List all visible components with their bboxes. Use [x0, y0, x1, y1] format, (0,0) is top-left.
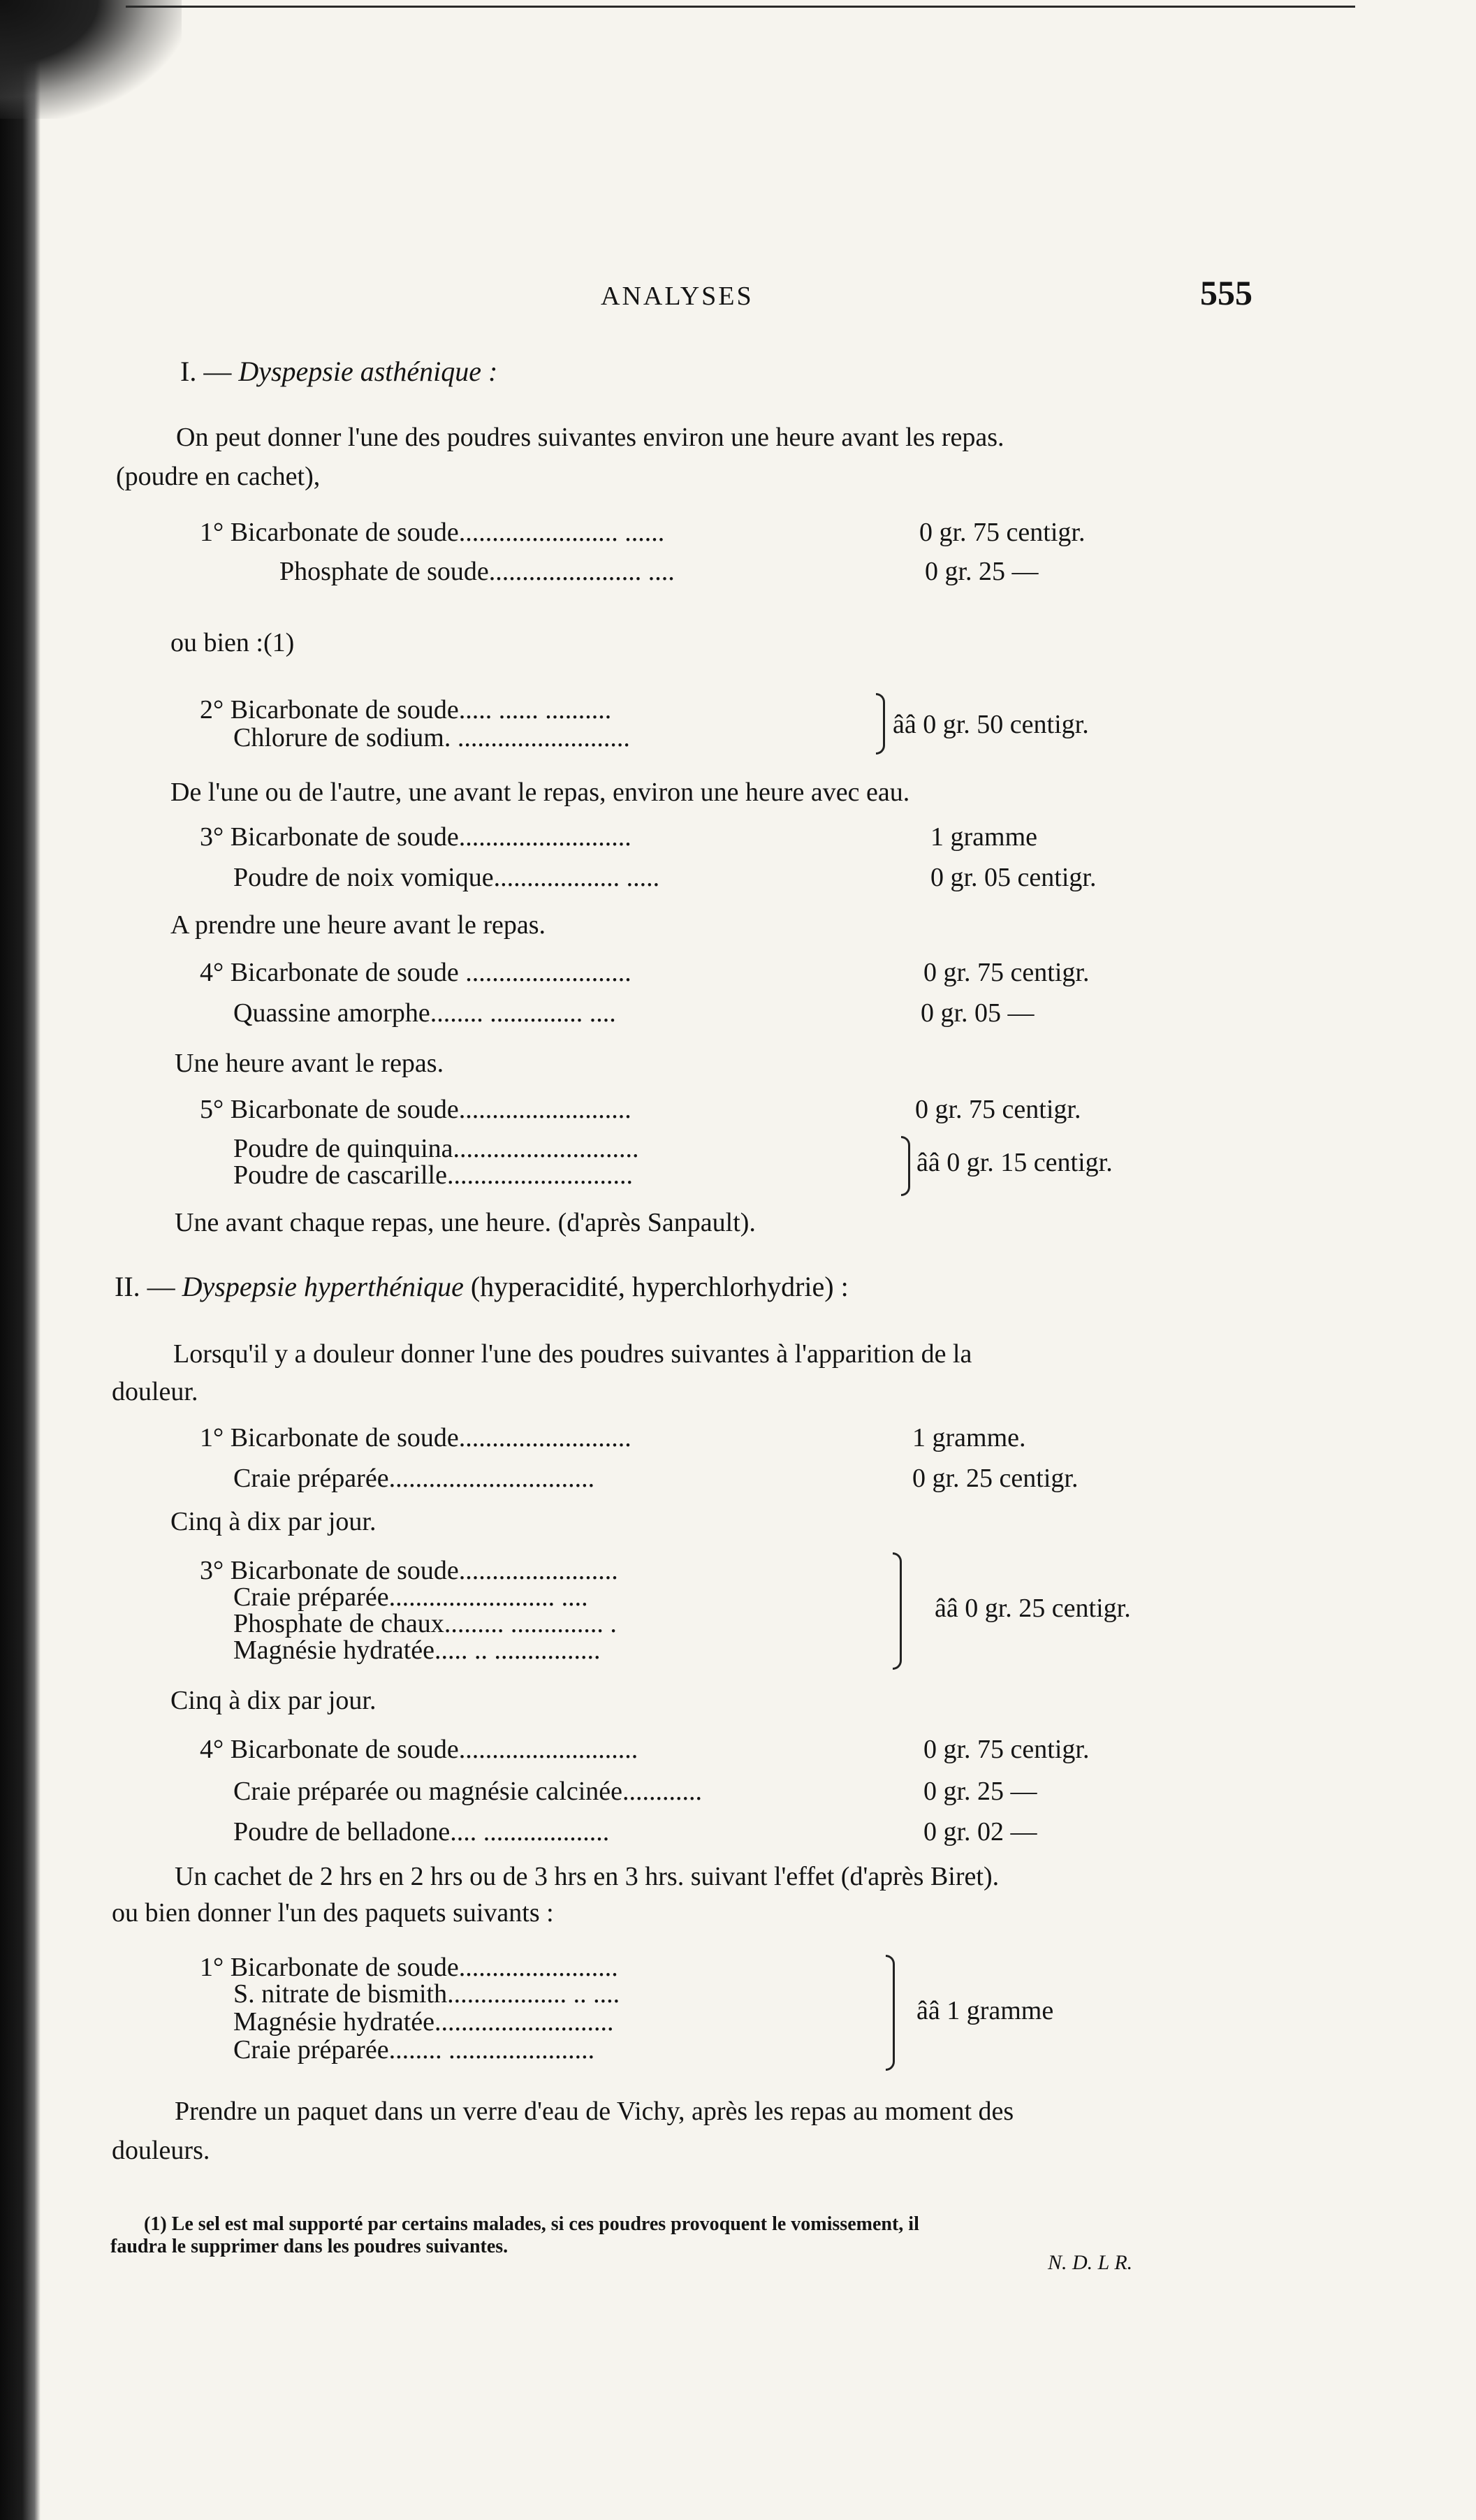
ingredient-label: Poudre de quinquina	[233, 1134, 453, 1163]
leader-dots: ......... .............. .	[444, 1609, 617, 1638]
leader-dots: ..........................	[458, 822, 631, 852]
leader-dots: ........ .............. ....	[430, 998, 616, 1028]
s1-f1-dose-2: 0 gr. 25 —	[925, 557, 1039, 586]
leader-dots: ....................... ....	[488, 557, 675, 586]
s1-f5-note: Une avant chaque repas, une heure. (d'après Sanpault).	[175, 1208, 756, 1237]
leader-dots: ........................	[458, 1556, 618, 1585]
footnote-line-1: (1) Le sel est mal supporté par certains malades, si ces poudres provoquent le vomissement, il	[144, 2213, 919, 2235]
brace	[876, 693, 885, 755]
leader-dots: ......................... ....	[388, 1582, 588, 1612]
s1-f4-note: Une heure avant le repas.	[175, 1049, 444, 1078]
leader-dots: .... ...................	[450, 1817, 610, 1847]
s1-f3-dose-1: 1 gramme	[930, 822, 1038, 852]
ingredient-label: 1° Bicarbonate de soude	[200, 1423, 459, 1452]
s2-f4-row-2	[233, 1776, 702, 1807]
leader-dots: ........ ......................	[388, 2035, 595, 2064]
s1-f4-row-1	[200, 957, 631, 988]
leader-dots: ........................ ......	[458, 518, 665, 547]
ingredient-label: Phosphate de soude	[279, 557, 489, 586]
final-instructions-line-1: Prendre un paquet dans un verre d'eau de Vichy, après les repas au moment des	[175, 2097, 1014, 2126]
s2-f4-dose-1: 0 gr. 75 centigr.	[923, 1735, 1090, 1764]
s1-f2-row-2	[233, 722, 630, 753]
s1-f5-row-3	[233, 1160, 633, 1190]
ingredient-label: Poudre de belladone	[233, 1817, 451, 1847]
page-number: 555	[1200, 273, 1252, 312]
s2-f4-row-1	[200, 1734, 638, 1765]
s1-f5-dose: ââ 0 gr. 15 centigr.	[916, 1148, 1113, 1177]
ingredient-label: Poudre de cascarille	[233, 1160, 447, 1190]
ingredient-label: 3° Bicarbonate de soude	[200, 822, 459, 852]
ingredient-label: Quassine amorphe	[233, 998, 430, 1028]
leader-dots: ............................	[446, 1160, 633, 1190]
s1-f5-dose-1: 0 gr. 75 centigr.	[915, 1095, 1081, 1124]
section-2-subtitle: (hyperacidité, hyperchlorhydrie) :	[470, 1271, 849, 1302]
leader-dots: . ..........................	[444, 723, 630, 752]
s1-f5-row-1	[200, 1094, 631, 1125]
ou-bien: ou bien :(1)	[170, 628, 295, 657]
s2-f1-dose-1: 1 gramme.	[912, 1423, 1026, 1452]
s1-f3-row-2	[233, 862, 659, 893]
ingredient-label: Craie préparée	[233, 1582, 389, 1612]
ingredient-label: Chlorure de sodium	[233, 723, 444, 752]
leader-dots: .........................	[458, 958, 631, 987]
s2-f5-dose: ââ 1 gramme	[916, 1996, 1054, 2025]
leader-dots: ............	[622, 1777, 703, 1806]
leader-dots: ............................	[453, 1134, 639, 1163]
s2-f5-row-2	[233, 1979, 620, 2009]
section-1-title	[180, 355, 497, 388]
section-1-intro-line-1: On peut donner l'une des poudres suivantes environ une heure avant les repas.	[176, 423, 1004, 452]
ingredient-label: Phosphate de chaux	[233, 1609, 444, 1638]
ingredient-label: Magnésie hydratée	[233, 1636, 435, 1665]
s1-f1-row	[200, 517, 664, 548]
s2-f3-row-4	[233, 1635, 601, 1666]
leader-dots: ...........................	[458, 1735, 638, 1764]
ingredient-label: 1° Bicarbonate de soude	[200, 518, 459, 547]
s1-f1-row-2	[279, 556, 675, 587]
leader-dots: ........................	[458, 1953, 618, 1982]
leader-dots: ...............................	[388, 1464, 595, 1493]
brace	[901, 1136, 910, 1196]
ingredient-label: Craie préparée	[233, 1464, 389, 1493]
ingredient-label: 1° Bicarbonate de soude	[200, 1953, 459, 1982]
ingredient-label: Craie préparée	[233, 2035, 389, 2064]
leader-dots: .................. .. ....	[447, 1979, 620, 2009]
s2-f1-row-1	[200, 1422, 631, 1453]
s1-f4-dose-1: 0 gr. 75 centigr.	[923, 958, 1090, 987]
ingredient-label: 5° Bicarbonate de soude	[200, 1095, 459, 1124]
s2-f5-row-4	[233, 2034, 594, 2065]
s2-f1-row-2	[233, 1463, 594, 1494]
section-1-number: I. —	[180, 356, 232, 387]
s2-f1-note: Cinq à dix par jour.	[170, 1507, 377, 1536]
leader-dots: ...........................	[434, 2007, 614, 2037]
s2-f4-note-2: ou bien donner l'un des paquets suivants :	[112, 1898, 554, 1928]
s1-f2-row-1	[200, 694, 611, 725]
section-2-intro-line-2: douleur.	[112, 1377, 198, 1406]
s1-f4-dose-2: 0 gr. 05 —	[921, 998, 1035, 1028]
s2-f4-row-3	[233, 1816, 609, 1847]
s2-f1-dose-2: 0 gr. 25 centigr.	[912, 1464, 1079, 1493]
ingredient-label: Magnésie hydratée	[233, 2007, 435, 2037]
ingredient-label: Poudre de noix vomique	[233, 863, 494, 892]
s1-f3-dose-2: 0 gr. 05 centigr.	[930, 863, 1097, 892]
ingredient-label: 4° Bicarbonate de soude	[200, 1735, 459, 1764]
section-1-intro-line-2: (poudre en cachet),	[116, 462, 321, 491]
footnote-line-2: faudra le supprimer dans les poudres suivantes.	[110, 2236, 509, 2257]
section-2-intro-line-1: Lorsqu'il y a douleur donner l'une des poudres suivantes à l'apparition de la	[173, 1339, 972, 1369]
top-edge-rule	[126, 6, 1355, 8]
footnote-signature: N. D. L R.	[1048, 2251, 1133, 2274]
final-instructions-line-2: douleurs.	[112, 2136, 210, 2165]
leader-dots: ..........................	[458, 1423, 631, 1452]
leader-dots: ................... .....	[493, 863, 660, 892]
ingredient-label: Craie préparée ou magnésie calcinée	[233, 1777, 623, 1806]
section-2-heading: Dyspepsie hyperthénique	[182, 1271, 464, 1302]
s1-f4-row-2	[233, 998, 616, 1028]
ingredient-label: 2° Bicarbonate de soude	[200, 695, 459, 724]
running-head: ANALYSES	[601, 282, 754, 311]
ingredient-label: 4° Bicarbonate de soude	[200, 958, 459, 987]
s2-f4-note-1: Un cachet de 2 hrs en 2 hrs ou de 3 hrs en 3 hrs. suivant l'effet (d'après Biret).	[175, 1862, 1000, 1891]
s2-f5-row-3	[233, 2006, 614, 2037]
section-1-heading: Dyspepsie asthénique :	[238, 356, 498, 387]
s1-f1-dose: 0 gr. 75 centigr.	[919, 518, 1086, 547]
brace	[886, 1955, 895, 2071]
section-2-number: II. —	[115, 1271, 175, 1302]
s2-f3-note: Cinq à dix par jour.	[170, 1686, 377, 1715]
leader-dots: ..........................	[458, 1095, 631, 1124]
ingredient-label: 3° Bicarbonate de soude	[200, 1556, 459, 1585]
s2-f4-dose-3: 0 gr. 02 —	[923, 1817, 1037, 1847]
s1-f3-note: A prendre une heure avant le repas.	[170, 910, 546, 940]
s2-f3-dose: ââ 0 gr. 25 centigr.	[935, 1594, 1131, 1623]
s1-f2-note: De l'une ou de l'autre, une avant le repas, environ une heure avec eau.	[170, 778, 910, 807]
binding-corner-shadow	[0, 0, 182, 119]
leader-dots: ..... .. ................	[434, 1636, 601, 1665]
s1-f3-row-1	[200, 822, 631, 852]
section-2-title	[115, 1270, 849, 1303]
brace	[893, 1552, 902, 1670]
ingredient-label: S. nitrate de bismith	[233, 1979, 448, 2009]
s1-f2-dose: ââ 0 gr. 50 centigr.	[893, 710, 1089, 739]
leader-dots: ..... ...... ..........	[458, 695, 612, 724]
s2-f4-dose-2: 0 gr. 25 —	[923, 1777, 1037, 1806]
book-binding-shadow	[0, 0, 41, 2520]
